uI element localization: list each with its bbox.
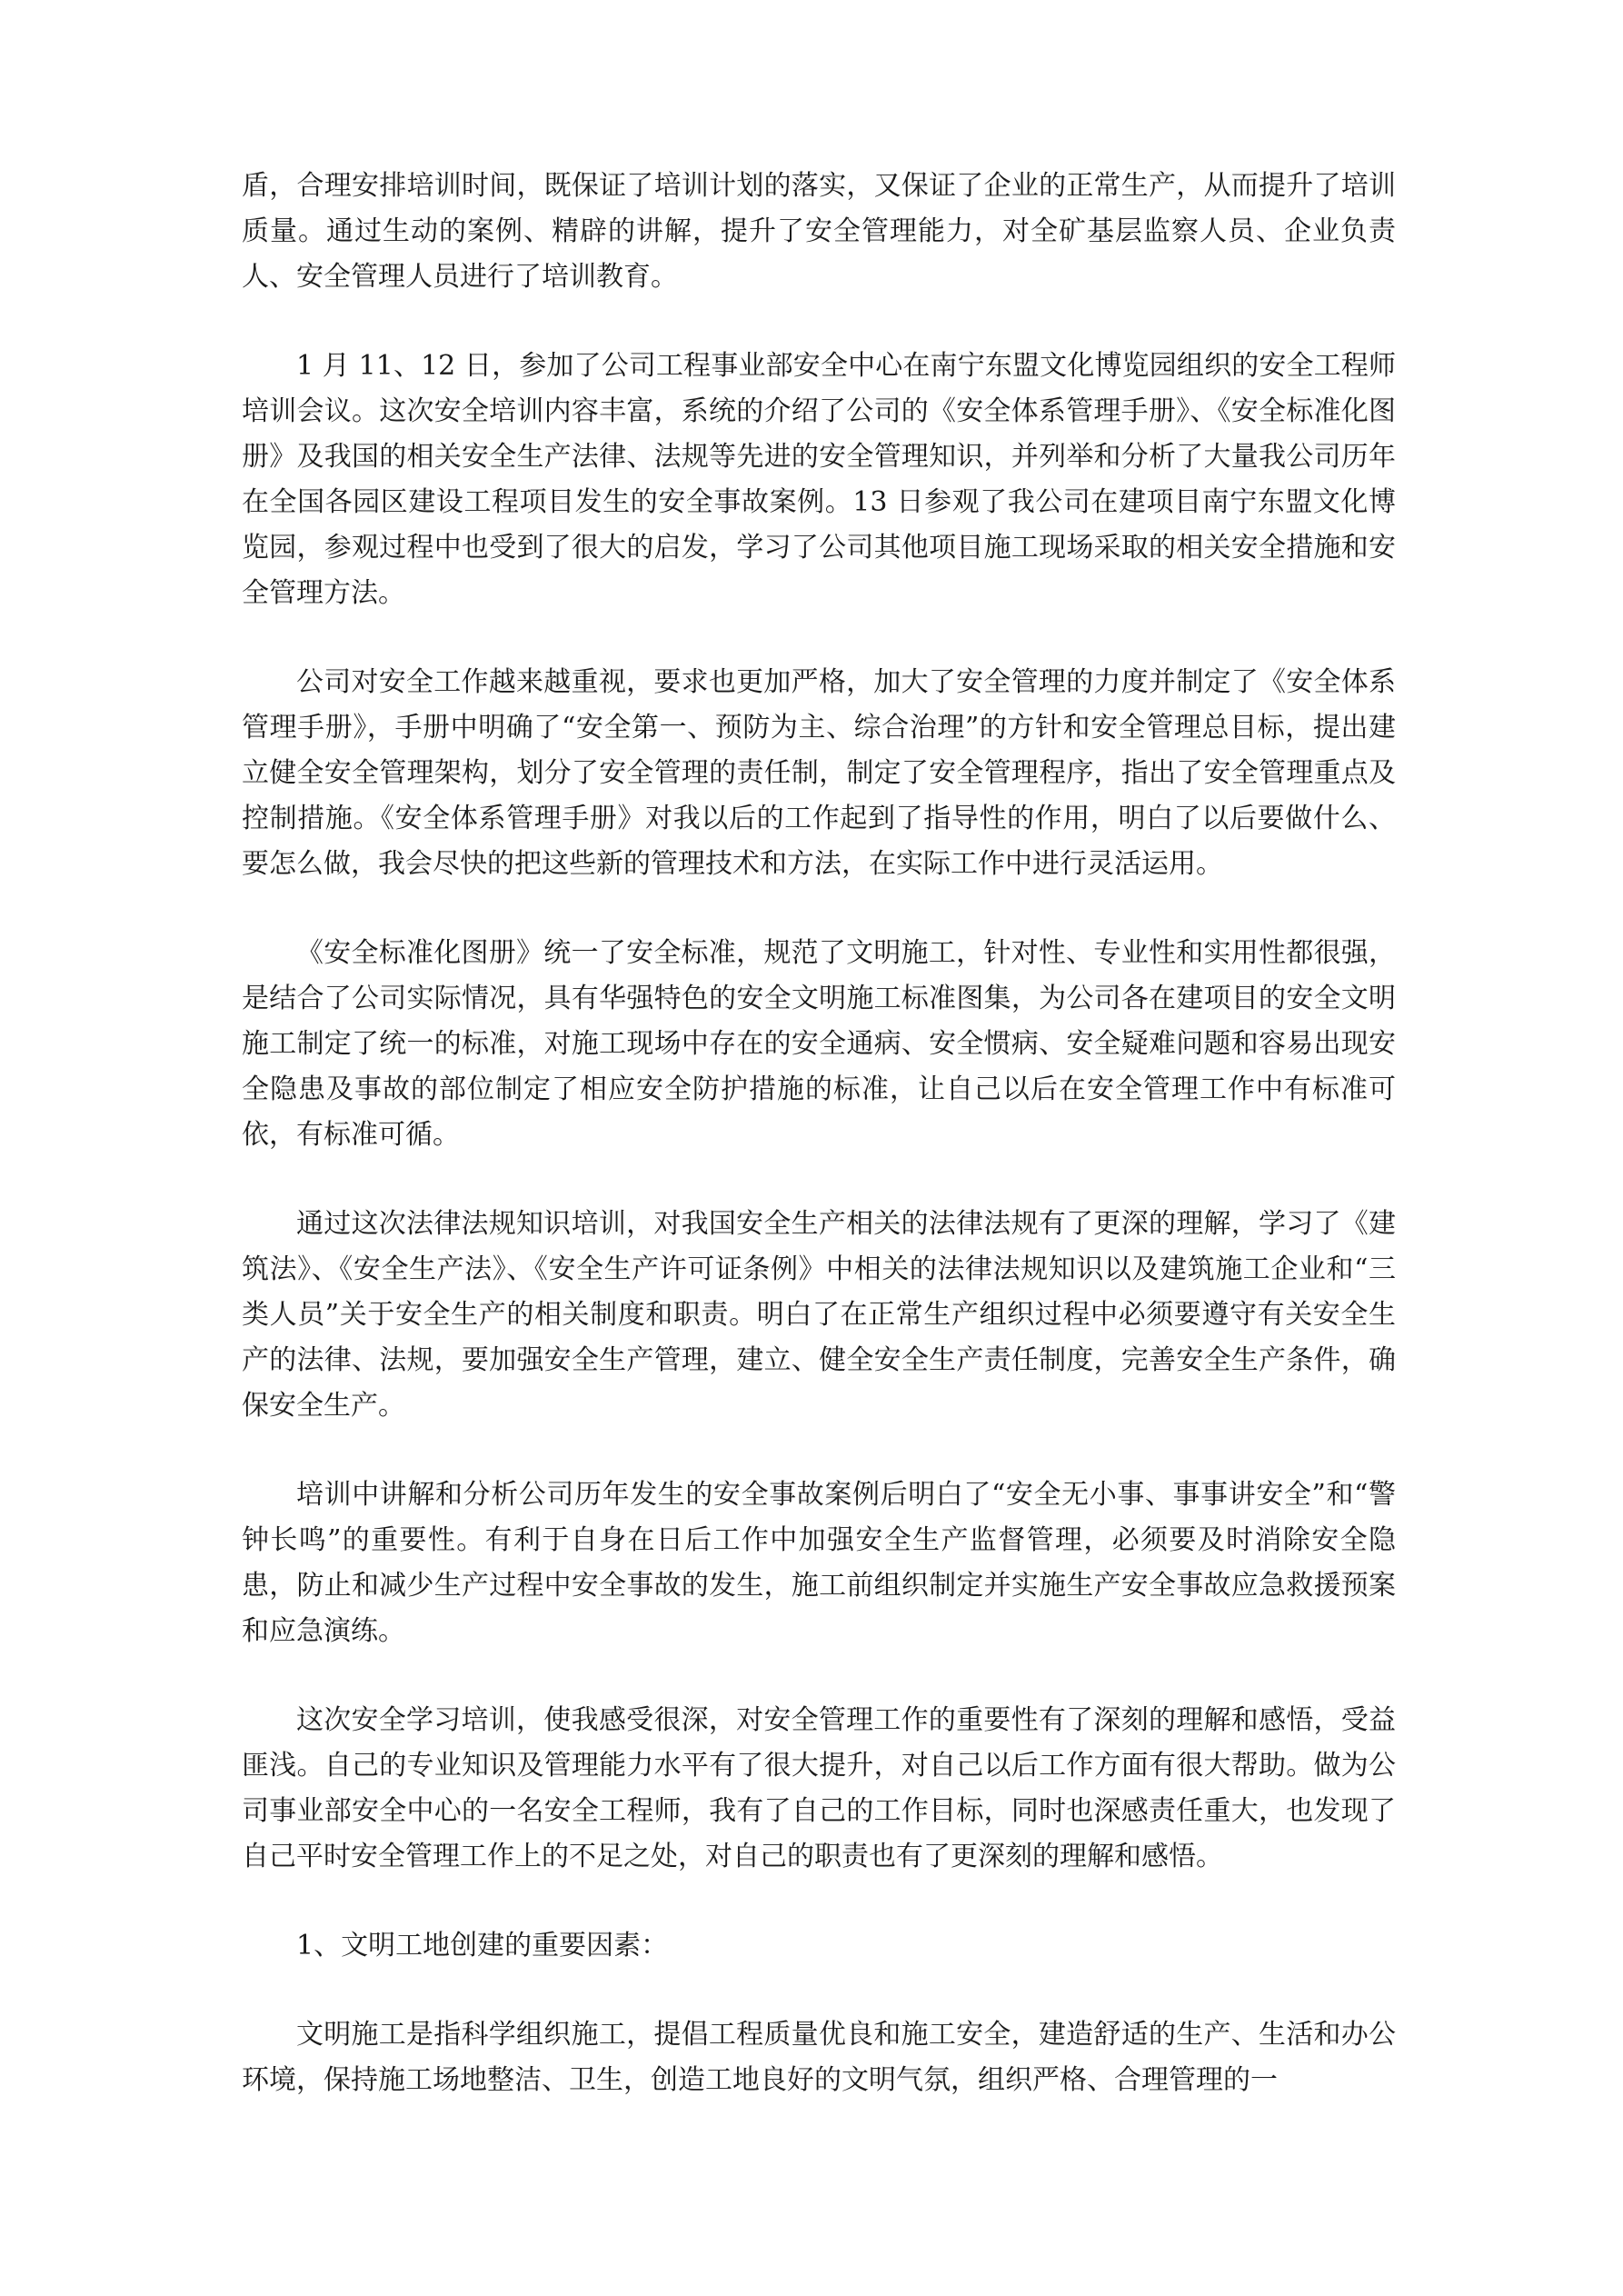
section-heading: 1、文明工地创建的重要因素：: [296, 1930, 669, 1962]
paragraph-training-meeting: 1 月 11、12 日，参加了公司工程事业部安全中心在南宁东盟文化博览园组织的安全工程师培训会议。这次安全培训内容丰富，系统的介绍了公司的《安全体系管理手册》、《安全标准化图册》及我国的相关安全生产法律、法规等先进的安全管理知识，并列举和分析了大量我公司历年在全国各园区建设工程项目发生的安全事故案例。13 日参观了我公司在建项目南宁东盟文化博览园，参观过程中也受到了很大的启发，学习了公司其他项目施工现场采取的相关安全措施和安全管理方法。: [242, 350, 1396, 609]
paragraph-accident-cases: 培训中讲解和分析公司历年发生的安全事故案例后明白了“安全无小事、事事讲安全”和“警钟长鸣”的重要性。有利于自身在日后工作中加强安全生产监督管理，必须要及时消除安全隐患，防止和减少生产过程中安全事故的发生，施工前组织制定并实施生产安全事故应急救援预案和应急演练。: [242, 1479, 1396, 1647]
document-body: [242, 164, 1396, 2103]
paragraph-safety-manual: 公司对安全工作越来越重视，要求也更加严格，加大了安全管理的力度并制定了《安全体系管理手册》，手册中明确了“安全第一、预防为主、综合治理”的方针和安全管理总目标，提出建立健全安全管理架构，划分了安全管理的责任制，制定了安全管理程序，指出了安全管理重点及控制措施。《安全体系管理手册》对我以后的工作起到了指导性的作用，明白了以后要做什么、要怎么做，我会尽快的把这些新的管理技术和方法，在实际工作中进行灵活运用。: [242, 666, 1396, 880]
paragraph-civilized-construction: 文明施工是指科学组织施工，提倡工程质量优良和施工安全，建造舒适的生产、生活和办公环境，保持施工场地整洁、卫生，创造工地良好的文明气氛，组织严格、合理管理的一: [242, 2019, 1396, 2096]
paragraph-standard-atlas: 《安全标准化图册》统一了安全标准，规范了文明施工，针对性、专业性和实用性都很强，是结合了公司实际情况，具有华强特色的安全文明施工标准图集，为公司各在建项目的安全文明施工制定了统一的标准，对施工现场中存在的安全通病、安全惯病、安全疑难问题和容易出现安全隐患及事故的部位制定了相应安全防护措施的标准，让自己以后在安全管理工作中有标准可依，有标准可循。: [242, 937, 1396, 1151]
paragraph-laws-regulations: 通过这次法律法规知识培训，对我国安全生产相关的法律法规有了更深的理解，学习了《建筑法》、《安全生产法》、《安全生产许可证条例》中相关的法律法规知识以及建筑施工企业和“三类人员”关于安全生产的相关制度和职责。明白了在正常生产组织过程中必须要遵守有关安全生产的法律、法规，要加强安全生产管理，建立、健全安全生产责任制度，完善安全生产条件，确保安全生产。: [242, 1208, 1396, 1422]
paragraph-continued: 盾，合理安排培训时间，既保证了培训计划的落实，又保证了企业的正常生产，从而提升了培训质量。通过生动的案例、精辟的讲解，提升了安全管理能力，对全矿基层监察人员、企业负责人、安全管理人员进行了培训教育。: [242, 170, 1396, 293]
paragraph-summary: 这次安全学习培训，使我感受很深，对安全管理工作的重要性有了深刻的理解和感悟，受益匪浅。自己的专业知识及管理能力水平有了很大提升，对自己以后工作方面有很大帮助。做为公司事业部安全中心的一名安全工程师，我有了自己的工作目标，同时也深感责任重大，也发现了自己平时安全管理工作上的不足之处，对自己的职责也有了更深刻的理解和感悟。: [242, 1704, 1396, 1872]
